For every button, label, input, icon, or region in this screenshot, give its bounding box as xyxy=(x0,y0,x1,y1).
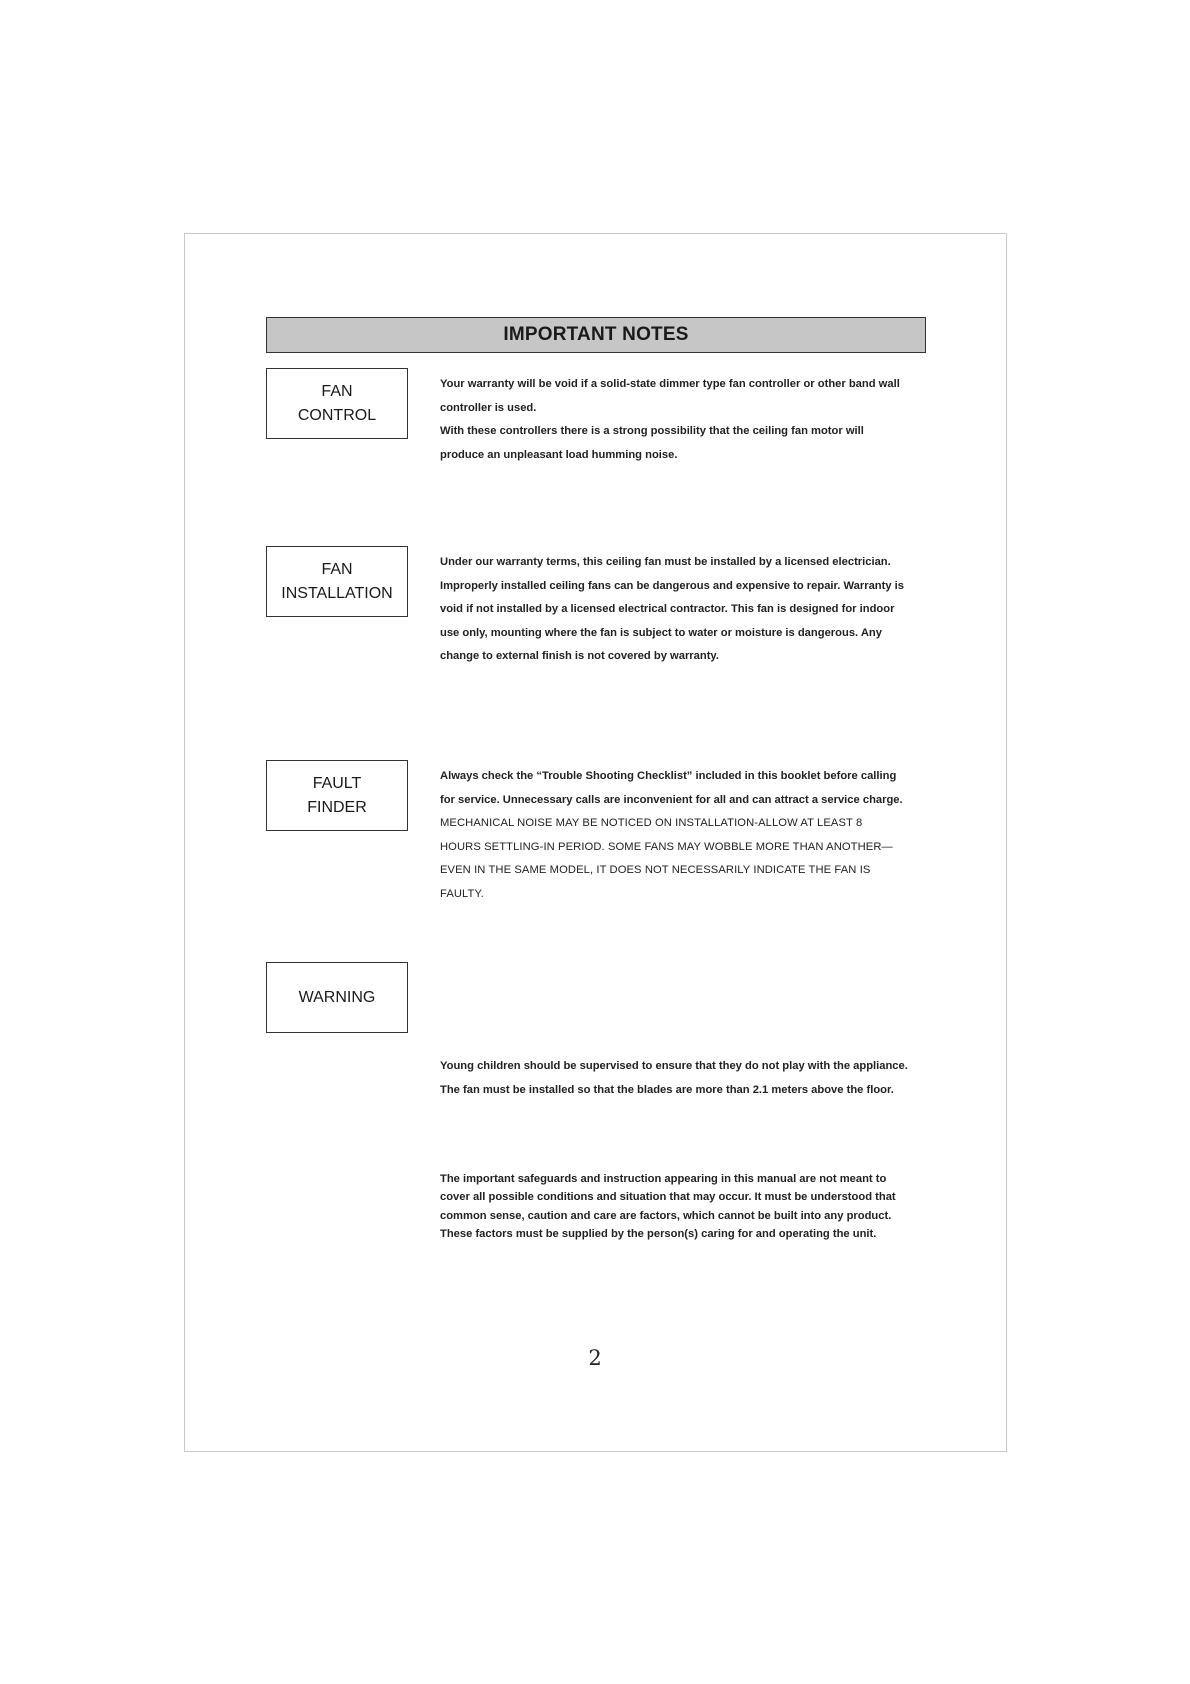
fault-finder-label: FAULT FINDER xyxy=(307,774,367,816)
fan-control-paragraph: Your warranty will be void if a solid-state dimmer type fan controller or other band wall controller is used. xyxy=(440,378,900,414)
fan-installation-label: FAN INSTALLATION xyxy=(281,560,393,602)
fan-control-paragraph: With these controllers there is a strong possibility that the ceiling fan motor will produce an unpleasant load humming noise. xyxy=(440,425,864,461)
fault-finder-label-box xyxy=(266,760,408,831)
safeguards-text xyxy=(440,1170,910,1243)
important-notes-header xyxy=(266,317,926,353)
page-number: 2 xyxy=(588,1346,602,1370)
fan-installation-label-box xyxy=(266,546,408,617)
fan-control-label: FAN CONTROL xyxy=(297,382,377,424)
warning-paragraph: The fan must be installed so that the blades are more than 2.1 meters above the floor. xyxy=(440,1083,894,1096)
warning-label: WARNING xyxy=(298,988,376,1006)
header-title: IMPORTANT NOTES xyxy=(503,324,689,345)
safeguards-paragraph: The important safeguards and instruction appearing in this manual are not meant to cover all possible conditions and situation that may occur. It must be understood that common sense, caution and care are factors, which cannot be built into any product. These factors must be supplied by the person(s) caring for and operating the unit. xyxy=(440,1173,896,1240)
fan-installation-text xyxy=(440,551,916,669)
warning-label-box xyxy=(266,962,408,1033)
fault-finder-paragraph: Always check the “Trouble Shooting Checklist” included in this booklet before calling for service. Unnecessary calls are inconvenient for all and can attract a service charge. xyxy=(440,770,903,806)
fan-control-text xyxy=(440,373,920,467)
fan-control-label-box xyxy=(266,368,408,439)
warning-paragraph: Young children should be supervised to ensure that they do not play with the appliance. xyxy=(440,1060,908,1072)
fault-finder-text xyxy=(440,765,905,907)
fault-finder-paragraph: MECHANICAL NOISE MAY BE NOTICED ON INSTALLATION-ALLOW AT LEAST 8 HOURS SETTLING-IN PERIOD. SOME FANS MAY WOBBLE MORE THAN ANOTHER—EVEN IN THE SAME MODEL, IT DOES NOT NECESSARILY INDICATE THE FAN IS FAULTY. xyxy=(440,817,893,900)
fan-installation-paragraph: Under our warranty terms, this ceiling fan must be installed by a licensed electrician. Improperly installed ceiling fans can be dangerous and expensive to repair. Warranty is void if not installed by a licensed electrical contractor. This fan is designed for indoor use only, mounting where the fan is subject to water or moisture is dangerous. Any change to external finish is not covered by warranty. xyxy=(440,556,905,663)
warning-text xyxy=(440,1055,910,1102)
